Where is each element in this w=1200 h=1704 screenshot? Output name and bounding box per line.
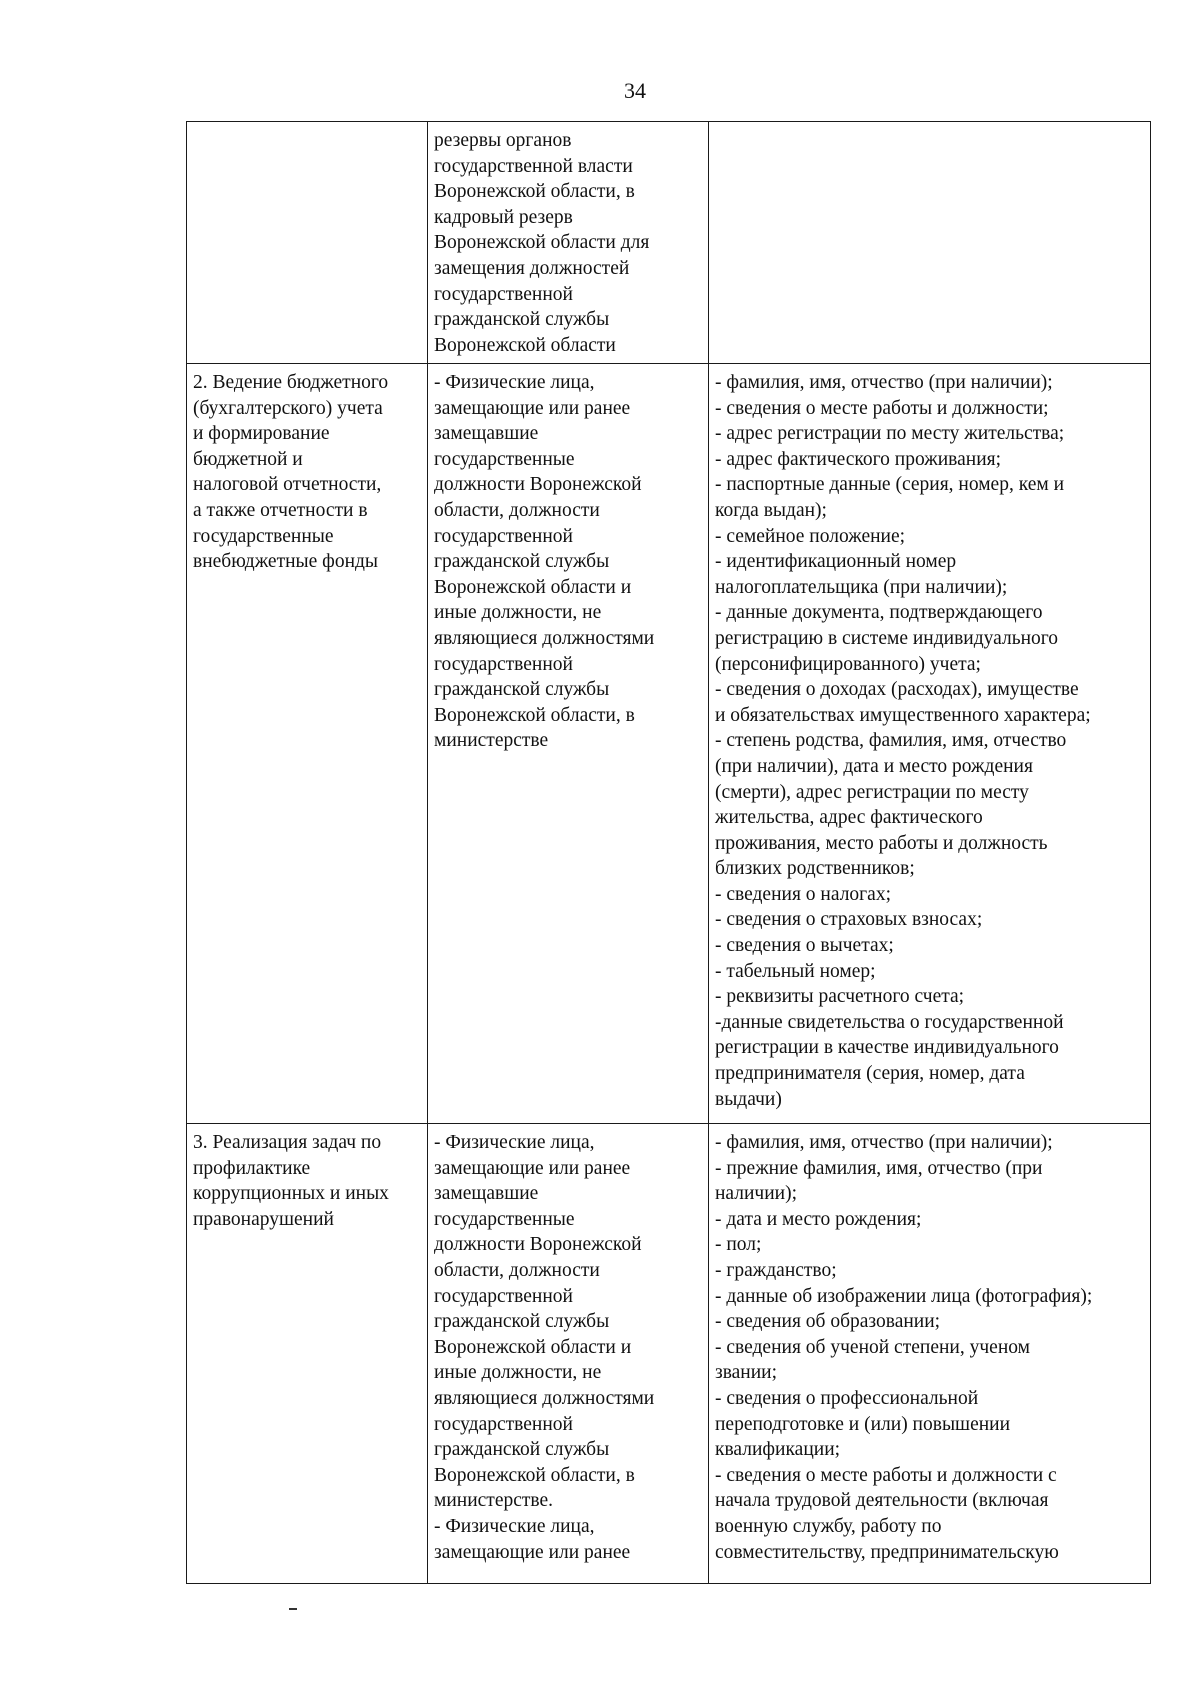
- table-row: [187, 364, 1151, 1124]
- subjects-cell: [428, 1124, 709, 1584]
- purpose-text: 3. Реализация задач по профилактике коррупционных и иных правонарушений: [193, 1132, 389, 1230]
- data-categories-text: - фамилия, имя, отчество (при наличии); - сведения о месте работы и должности; - адрес регистрации по месту жительства; - адрес фактического проживания; - паспортные данные (серия, номер, кем и когда выдан); - семейное положение; - идентификационный номер налогоплательщика (при наличии); - данные документа, подтверждающего регистрацию в системе индивидуального (персонифицированного) учета; - сведения о доходах (расходах), имуществе и обязательствах имущественного характера; - степень родства, фамилия, имя, отчество (при наличии), дата и место рождения (смерти), адрес регистрации по месту жительства, адрес фактического проживания, место работы и должность близких родственников; - сведения о налогах; - сведения о страховых взносах; - сведения о вычетах; - табельный номер; - реквизиты расчетного счета; -данные свидетельства о государственной регистрации в качестве индивидуального предпринимателя (серия, номер, дата выдачи): [715, 372, 1091, 1110]
- table-row: [187, 1124, 1151, 1584]
- scan-artifact-mark: [289, 1608, 297, 1610]
- data-categories-cell: [709, 1124, 1151, 1584]
- subjects-cell: [428, 364, 709, 1124]
- page-number: 34: [624, 78, 646, 103]
- data-categories-text: - фамилия, имя, отчество (при наличии); - прежние фамилия, имя, отчество (при наличии); - дата и место рождения; - пол; - гражданство; - данные об изображении лица (фотография); - сведения об образовании; - сведения об ученой степени, ученом звании; - сведения о профессиональной переподготовке и (или) повышении квалификации; - сведения о месте работы и должности с начала трудовой деятельности (включая военную службу, работу по совместительству, предпринимательскую: [715, 1132, 1093, 1563]
- personal-data-table: [186, 121, 1151, 1584]
- subjects-text: резервы органов государственной власти Воронежской области, в кадровый резерв Воронежской области для замещения должностей государственной гражданской службы Воронежской области: [434, 130, 650, 356]
- table-row: [187, 122, 1151, 364]
- data-categories-cell: [709, 122, 1151, 364]
- purpose-cell: [187, 122, 428, 364]
- purpose-cell: [187, 364, 428, 1124]
- subjects-text: - Физические лица, замещающие или ранее замещавшие государственные должности Воронежской области, должности государственной гражданской службы Воронежской области и иные должности, не являющиеся должностями государственной гражданской службы Воронежской области, в министерстве. - Физические лица, замещающие или ранее: [434, 1132, 655, 1563]
- subjects-text: - Физические лица, замещающие или ранее замещавшие государственные должности Воронежской области, должности государственной гражданской службы Воронежской области и иные должности, не являющиеся должностями государственной гражданской службы Воронежской области, в министерстве: [434, 372, 655, 752]
- purpose-text: 2. Ведение бюджетного (бухгалтерского) учета и формирование бюджетной и налоговой отчетности, а также отчетности в государственные внебюджетные фонды: [193, 372, 389, 573]
- subjects-cell: [428, 122, 709, 364]
- purpose-cell: [187, 1124, 428, 1584]
- data-categories-cell: [709, 364, 1151, 1124]
